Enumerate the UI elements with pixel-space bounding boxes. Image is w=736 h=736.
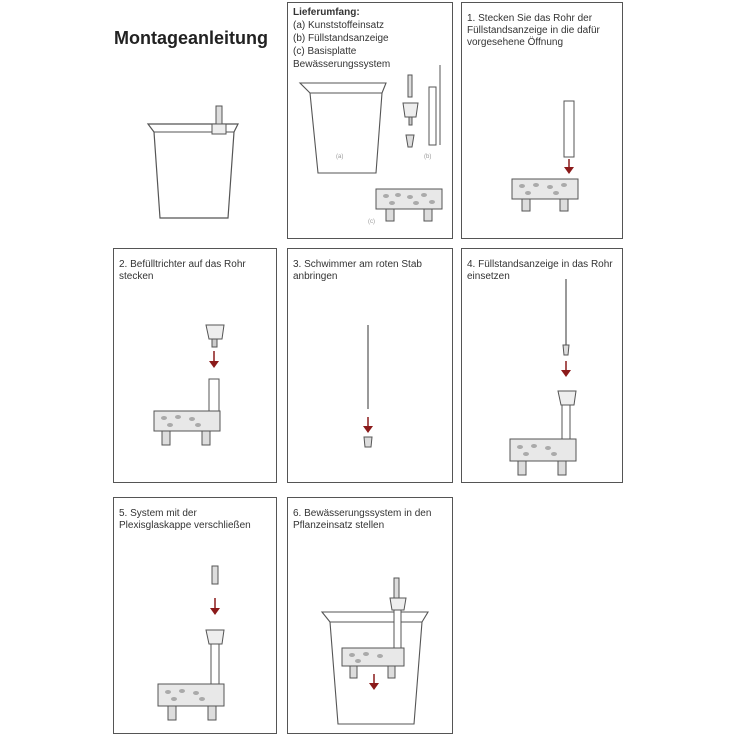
scope-item-c: (c) Basisplatte [293, 46, 357, 57]
scope-marker-b: (b) [424, 154, 432, 160]
step-4-text: 4. Füllstandsanzeige in das Rohr einsetzen [467, 259, 613, 282]
scope-item-a: (a) Kunststoffeinsatz [293, 20, 384, 31]
step-3-text: 3. Schwimmer am roten Stab anbringen [293, 259, 422, 282]
step-1-panel [461, 2, 623, 239]
scope-marker-c: (c) [368, 219, 375, 225]
step-5-text: 5. System mit der Plexisglaskappe verschließen [119, 508, 251, 531]
step-3-illustration [288, 249, 454, 484]
overview-pot-illustration [140, 100, 250, 225]
scope-item-system: Bewässerungssystem [293, 59, 391, 70]
page-title: Montageanleitung [114, 28, 268, 48]
step-1-illustration [462, 3, 624, 240]
step-5-panel [113, 497, 277, 734]
step-6-text: 6. Bewässerungssystem in den Pflanzeinsatz stellen [293, 508, 432, 531]
scope-marker-a: (a) [336, 154, 344, 160]
scope-item-b: (b) Füllstandsanzeige [293, 33, 389, 44]
step-2-illustration [114, 249, 278, 484]
step-4-illustration [462, 249, 624, 484]
step-4-panel [461, 248, 623, 483]
step-1-text: 1. Stecken Sie das Rohr der Füllstandsanzeige in die dafür vorgesehene Öffnung [467, 13, 600, 48]
step-3-panel [287, 248, 453, 483]
scope-panel [287, 2, 453, 239]
scope-parts-illustration [288, 3, 454, 240]
step-5-illustration [114, 498, 278, 735]
step-2-panel [113, 248, 277, 483]
scope-heading: Lieferumfang: [293, 7, 360, 18]
step-2-text: 2. Befülltrichter auf das Rohr stecken [119, 259, 246, 282]
step-6-illustration [288, 498, 454, 735]
step-6-panel [287, 497, 453, 734]
